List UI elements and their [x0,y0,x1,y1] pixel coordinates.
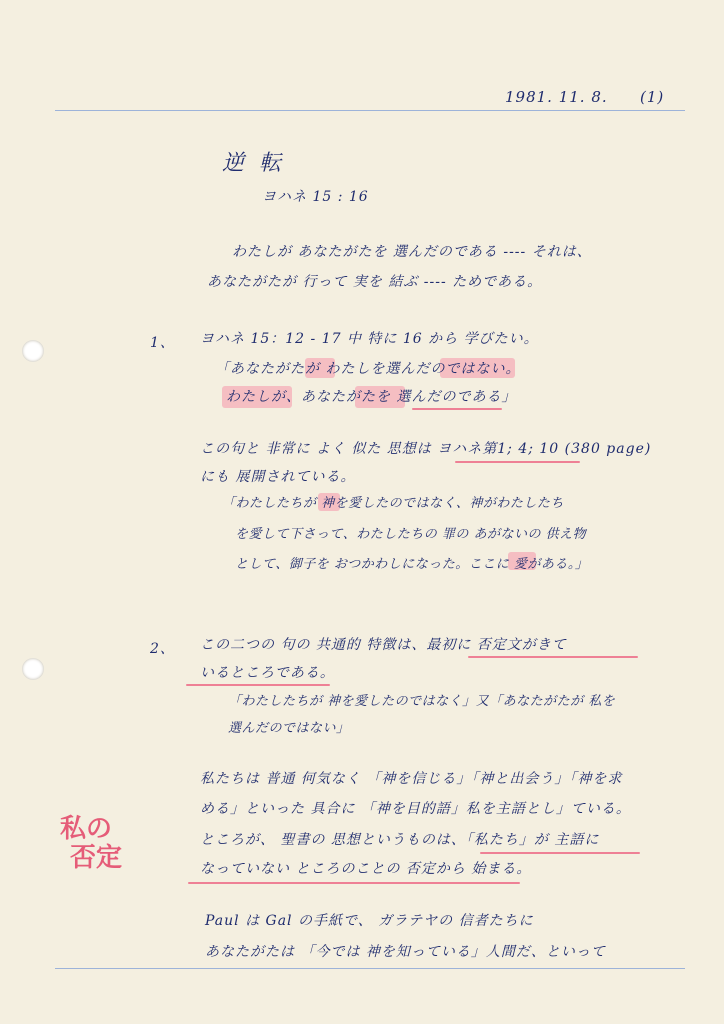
page-number: (1) [640,88,665,106]
section-2-quote-2: 選んだのではない」 [228,721,350,736]
top-rule [55,110,685,111]
section-1-number: 1、 [150,335,175,351]
section-1-quote-5: として、御子を おつかわしになった。ここに 愛がある。」 [235,557,589,572]
section-1-quote-4: を愛して下さって、わたしたちの 罪の あがないの 供え物 [235,527,587,542]
section-1-para-2: にも 展開されている。 [200,469,356,485]
section-3-line-5: Paul は Gal の手紙で、 ガラテヤの 信者たちに [205,913,534,929]
underline-2 [455,461,580,463]
verse-reference: ヨハネ 15 : 16 [262,189,369,205]
margin-note [60,815,122,872]
section-2-number: 2、 [150,641,175,657]
intro-line-1: わたしが あなたがたを 選んだのである ---- それは、 [232,244,592,260]
section-1-quote-2: わたしが、あなたがたを 選んだのである」 [226,389,517,405]
section-3-line-2: める」といった 具合に 「神を目的語」私を主語とし」ている。 [200,801,631,817]
binder-hole-top [22,340,44,362]
underline-4 [186,684,330,686]
section-3-line-1: 私たちは 普通 何気なく 「神を信じる」「神と出会う」「神を求 [200,771,623,787]
section-3-line-3: ところが、 聖書の 思想というものは、「私たち」が 主語に [200,832,600,848]
section-2-line-2: いるところである。 [200,665,335,681]
intro-line-2: あなたがたが 行って 実を 結ぶ ---- ためである。 [207,274,543,290]
date: 1981. 11. 8. [505,88,608,106]
bottom-rule [55,968,685,969]
underline-1 [412,408,502,410]
underline-5 [480,852,640,854]
section-3-line-4: なっていない ところのことの 否定から 始まる。 [200,861,532,877]
section-1-reference: ヨハネ 15：12 - 17 中 特に 16 から 学びたい。 [200,331,539,347]
page-title: 逆 転 [222,151,285,176]
section-2-quote-1: 「わたしたちが 神を愛したのではなく」又「あなたがたが 私を [228,694,616,709]
binder-hole-bottom [22,658,44,680]
section-2-line-1: この二つの 句の 共通的 特徴は、最初に 否定文がきて [200,637,567,653]
section-3-line-6: あなたがたは 「今では 神を知っている」人間だ、といって [205,944,606,960]
underline-6 [188,882,520,884]
section-1-para-1: この句と 非常に よく 似た 思想は ヨハネ第1; 4; 10 (380 page) [200,441,652,457]
margin-note-line-2: 否定 [70,842,123,873]
section-1-quote-1: 「あなたがたが わたしを選んだのではない。 [215,361,521,377]
margin-note-line-1: 私の [60,814,113,844]
section-1-quote-3: 「わたしたちが 神を愛したのではなく、神がわたしたち [222,496,564,511]
underline-3 [468,656,638,658]
